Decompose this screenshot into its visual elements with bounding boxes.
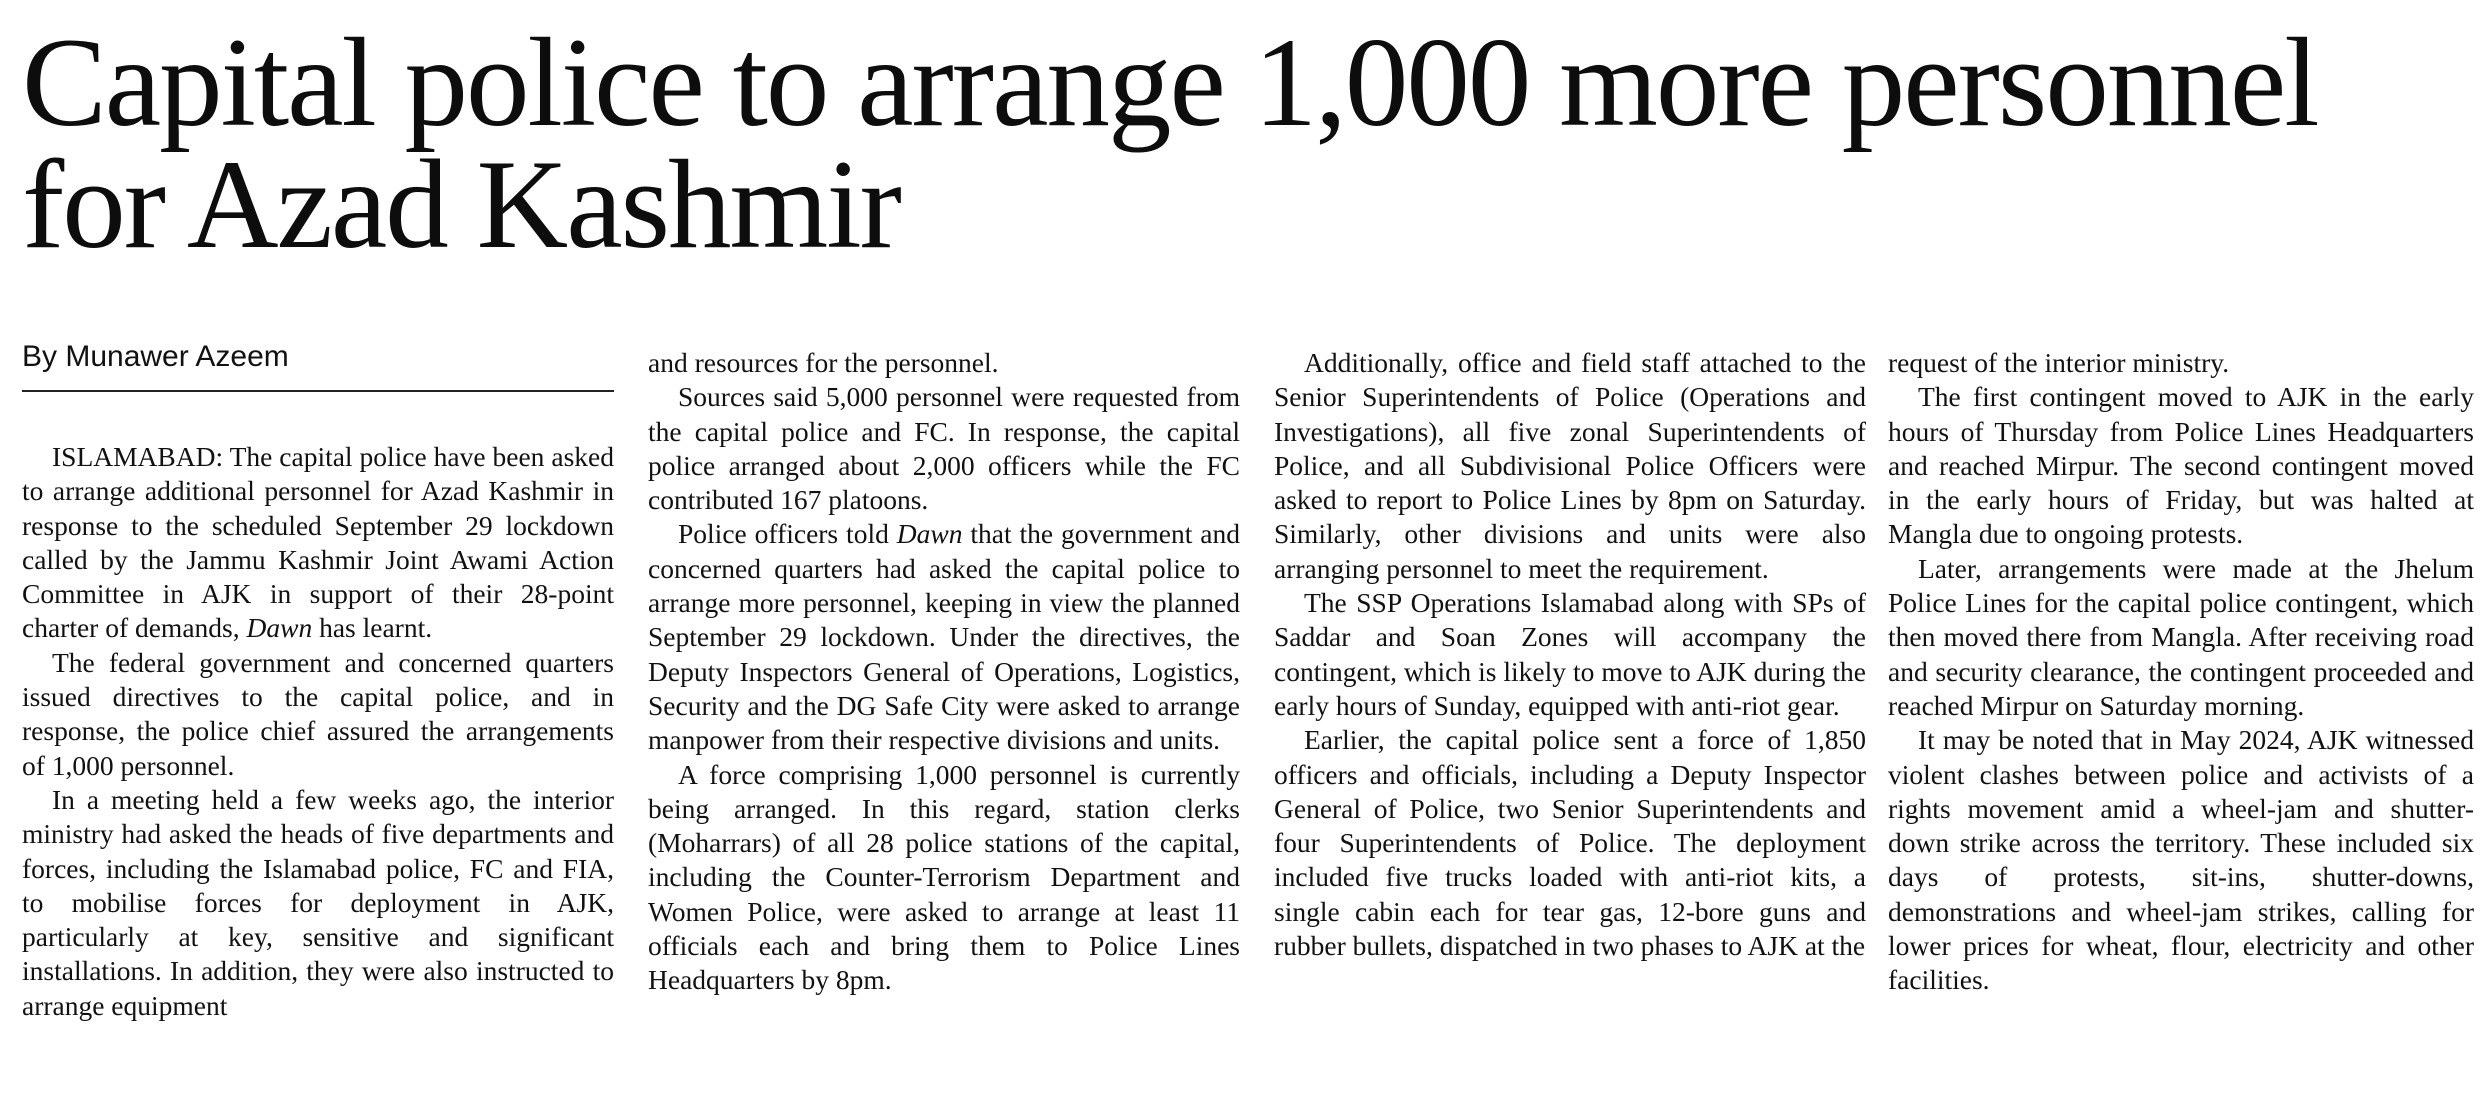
- paragraph: The SSP Operations Islamabad along with SPs of Saddar and Soan Zones will accompany the contingent, which is likely to move to AJK during the early hours of Sunday, equipped with anti-riot gear.: [1274, 587, 1866, 721]
- paragraph-continued: request of the interior ministry.: [1888, 347, 2230, 378]
- article-column-3: [1274, 346, 1866, 963]
- paragraph: Sources said 5,000 personnel were requested from the capital police and FC. In response, the capital police arranged about 2,000 officers while the FC contributed 167 platoons.: [648, 381, 1240, 516]
- paragraph: It may be noted that in May 2024, AJK witnessed violent clashes between police and activists of a rights movement amid a wheel-jam and shutter-down strike across the territory. These included six days of protests, sit-ins, shutter-downs, demonstrations and wheel-jam strikes, calling for lower prices for wheat, flour, electricity and other facilities.: [1888, 724, 2474, 996]
- paragraph: Police officers told Dawn that the government and concerned quarters had asked the capital police to arrange more personnel, keeping in view the planned September 29 lockdown. Under the directives, the Deputy Inspectors General of Operations, Logistics, Security and the DG Safe City were asked to arrange manpower from their respective divisions and units.: [648, 518, 1241, 756]
- article-headline: Capital police to arrange 1,000 more personnel for Azad Kashmir: [22, 13, 2318, 275]
- paragraph: The first contingent moved to AJK in the early hours of Thursday from Police Lines Headquarters and reached Mirpur. The second contingent moved in the early hours of Friday, but was halted at Mangla due to ongoing protests.: [1888, 381, 2474, 550]
- byline-divider: [22, 390, 614, 392]
- article-column-4: [1888, 346, 2474, 998]
- byline: By Munawer Azeem: [22, 340, 289, 373]
- paragraph: Additionally, office and field staff attached to the Senior Superintendents of Police (Operations and Investigations), all five zonal Superintendents of Police, and all Subdivisional Police Officers were asked to report to Police Lines by 8pm on Saturday. Similarly, other divisions and units were also arranging personnel to meet the requirement.: [1274, 347, 1866, 584]
- paragraph: In a meeting held a few weeks ago, the interior ministry had asked the heads of five departments and forces, including the Islamabad police, FC and FIA, to mobilise forces for deployment in AJK, particularly at key, sensitive and significant installations. In addition, they were also instructed to arrange equipment: [22, 783, 614, 1021]
- article-column-2: [648, 346, 1240, 998]
- paragraph: Earlier, the capital police sent a force of 1,850 officers and officials, including a Deputy Inspector General of Police, two Senior Superintendents and four Superintendents of Police. The deployment included five trucks loaded with anti-riot kits, a single cabin each for tear gas, 12-bore guns and rubber bullets, dispatched in two phases to AJK at the: [1274, 724, 1866, 962]
- paragraph-continued: and resources for the personnel.: [648, 347, 999, 378]
- paragraph: Later, arrangements were made at the Jhelum Police Lines for the capital police contingent, which then moved there from Mangla. After receiving road and security clearance, the contingent proceeded and reached Mirpur on Saturday morning.: [1888, 552, 2474, 721]
- paragraph: A force comprising 1,000 personnel is currently being arranged. In this regard, station clerks (Moharrars) of all 28 police stations of the capital, including the Counter-Terrorism Department and Women Police, were asked to arrange at least 11 officials each and bring them to Police Lines Headquarters by 8pm.: [648, 758, 1240, 996]
- paragraph: The federal government and concerned quarters issued directives to the capital police, and in response, the police chief assured the arrangements of 1,000 personnel.: [22, 646, 614, 781]
- article-column-1: [22, 440, 614, 1023]
- paragraph: ISLAMABAD: The capital police have been asked to arrange additional personnel for Azad Kashmir in response to the scheduled September 29 lockdown called by the Jammu Kashmir Joint Awami Action Committee in AJK in support of their 28-point charter of demands, Dawn has learnt.: [22, 441, 614, 644]
